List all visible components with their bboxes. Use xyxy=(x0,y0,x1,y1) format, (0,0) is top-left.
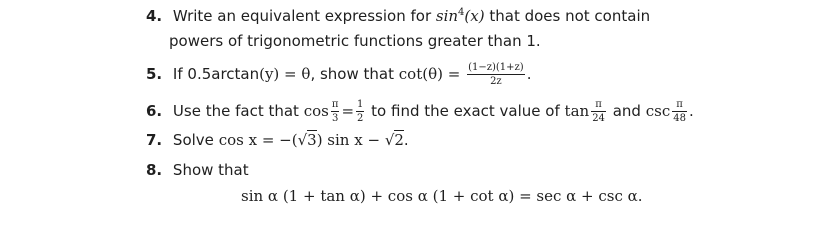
math-exponent: 4 xyxy=(458,7,465,18)
problem-text: If 0.5arctan xyxy=(172,65,260,83)
fraction-denominator: 24 xyxy=(592,113,605,124)
math-tan: tan xyxy=(564,102,590,120)
fraction-denominator: 2 xyxy=(357,113,364,124)
fraction-numerator: π xyxy=(672,99,687,112)
problem-4-line-1 xyxy=(146,6,650,26)
math-argument: (x) xyxy=(464,7,485,25)
problem-5 xyxy=(146,62,531,87)
math-expression: ) sin x − xyxy=(316,131,381,149)
problem-8 xyxy=(146,160,249,180)
fraction-denominator: 2z xyxy=(490,76,502,87)
problem-text: powers of trigonometric functions greater than 1. xyxy=(169,32,541,50)
fraction xyxy=(467,62,525,87)
math-expression: (y) = θ xyxy=(259,65,311,83)
problem-text: , show that xyxy=(310,65,394,83)
fraction-denominator: 3 xyxy=(331,113,339,124)
period: . xyxy=(403,131,409,149)
period: . xyxy=(526,65,532,83)
fraction xyxy=(591,99,606,124)
problem-text: Solve xyxy=(172,131,214,149)
problem-text: to find the exact value of xyxy=(371,102,560,120)
problem-text: that does not contain xyxy=(484,7,651,25)
fraction-numerator: 1 xyxy=(357,99,364,110)
problem-text: Show that xyxy=(172,161,249,179)
problem-4-line-2 xyxy=(169,31,541,51)
math-cos: cos xyxy=(303,102,329,120)
math-expression: cos x = −( xyxy=(218,131,298,149)
problem-8-equation xyxy=(241,186,643,206)
problem-7 xyxy=(146,130,409,150)
math-sin: sin xyxy=(435,7,459,25)
problem-number: 7. xyxy=(146,131,163,149)
fraction xyxy=(672,99,687,124)
math-csc: csc xyxy=(645,102,671,120)
fraction xyxy=(331,99,340,124)
problem-number: 8. xyxy=(146,161,163,179)
identity-equation: sin α (1 + tan α) + cos α (1 + cot α) = sec α + csc α xyxy=(241,187,638,205)
problem-number: 4. xyxy=(146,7,163,25)
problem-text: Use the fact that xyxy=(172,102,299,120)
fraction-denominator: 48 xyxy=(673,113,686,124)
fraction-numerator: π xyxy=(331,99,339,110)
fraction xyxy=(356,99,364,124)
problem-number: 5. xyxy=(146,65,163,83)
radicand: 2 xyxy=(394,131,404,149)
math-equals: = xyxy=(341,102,355,120)
square-root: √3 xyxy=(297,131,317,149)
period: . xyxy=(637,187,643,205)
problem-text: Write an equivalent expression for xyxy=(172,7,436,25)
radicand: 3 xyxy=(307,131,317,149)
period: . xyxy=(688,102,694,120)
problem-6 xyxy=(146,99,694,124)
fraction-numerator: (1−z)(1+z) xyxy=(468,62,524,73)
problem-text: and xyxy=(612,102,641,120)
fraction-numerator: π xyxy=(591,99,606,112)
math-expression: cot(θ) = xyxy=(398,65,461,83)
square-root: √2 xyxy=(384,131,404,149)
problem-number: 6. xyxy=(146,102,163,120)
